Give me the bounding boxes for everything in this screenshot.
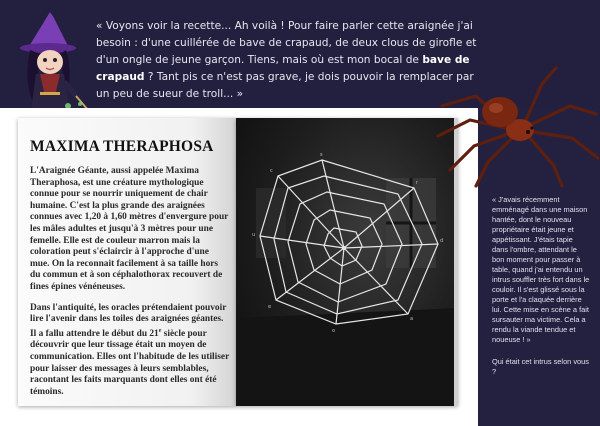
svg-text:r: r — [416, 180, 419, 186]
svg-text:c: c — [270, 168, 273, 174]
riddle-question: Qui était cet intrus selon vous ? — [492, 357, 589, 376]
spider-web-icon[interactable] — [236, 118, 458, 406]
book-paragraph-2: Dans l'antiquité, les oracles prétendaient pouvoir lire l'avenir dans les toiles des araignées géantes. Il a fallu attendre le début du 21e siècle pour découvrir que leur tissage était un moyen de communication. Elles ont l'habitude de les utiliser pour laisser des messages à leurs semblables, racontant les faits marquants dont elles ont été témoins. — [30, 302, 230, 397]
witch-speech: « Voyons voir la recette... Ah voilà ! Pour faire parler cette araignée j'ai besoin : d'une cuillérée de bave de crapaud, de deux clous de girofle et d'un ongle de jeune garçon. Tiens, mais où est mon bocal de bave de crapaud ? Tant pis ce n'est pas grave, je dois pouvoir la remplacer par un peu de sueur de troll... » — [96, 20, 477, 100]
spider-testimony: « J'avais récemment emménagé dans une maison hantée, dont le nouveau propriétaire était jeune et appétissant. J'étais tapie dans l'ombre, attendant le bon moment pour passer à table, quand j'ai entendu un intrus souffler très fort dans le couloir. Il s'est glissé sous la porte et l'a claquée derrière lui. Cette mise en scène a fait sursauter ma victime. Cela a rendu la viande tendue et noueuse ! » — [492, 195, 590, 344]
svg-text:d: d — [440, 238, 444, 244]
spider-quote — [492, 195, 590, 389]
svg-text:e: e — [268, 304, 272, 310]
book-title: MAXIMA THERAPHOSA — [30, 138, 214, 155]
book-right-page — [236, 118, 458, 406]
svg-text:o: o — [332, 328, 336, 334]
svg-text:s: s — [320, 152, 323, 158]
book-paragraph-1: L'Araignée Géante, aussi appelée Maxima Theraphosa, est une créature mythologique connue pour se nourrir uniquement de chair humaine. C'est la plus grande des araignées connues avec 1,20 à 1,60 mètres d'envergure pour les mâles adultes et jusqu'à 3 mètres pour une femelle. Elle est de couleur marron mais la coloration peut s'éclaircir à l'approche d'une mue. On la reconnait facilement à sa taille hors du commun et à son céphalothorax recouvert de fines épines vénéneuses. — [30, 166, 229, 292]
svg-text:a: a — [410, 316, 414, 322]
svg-text:u: u — [252, 232, 256, 238]
tarantula-icon — [436, 66, 600, 188]
book-text — [30, 166, 230, 407]
